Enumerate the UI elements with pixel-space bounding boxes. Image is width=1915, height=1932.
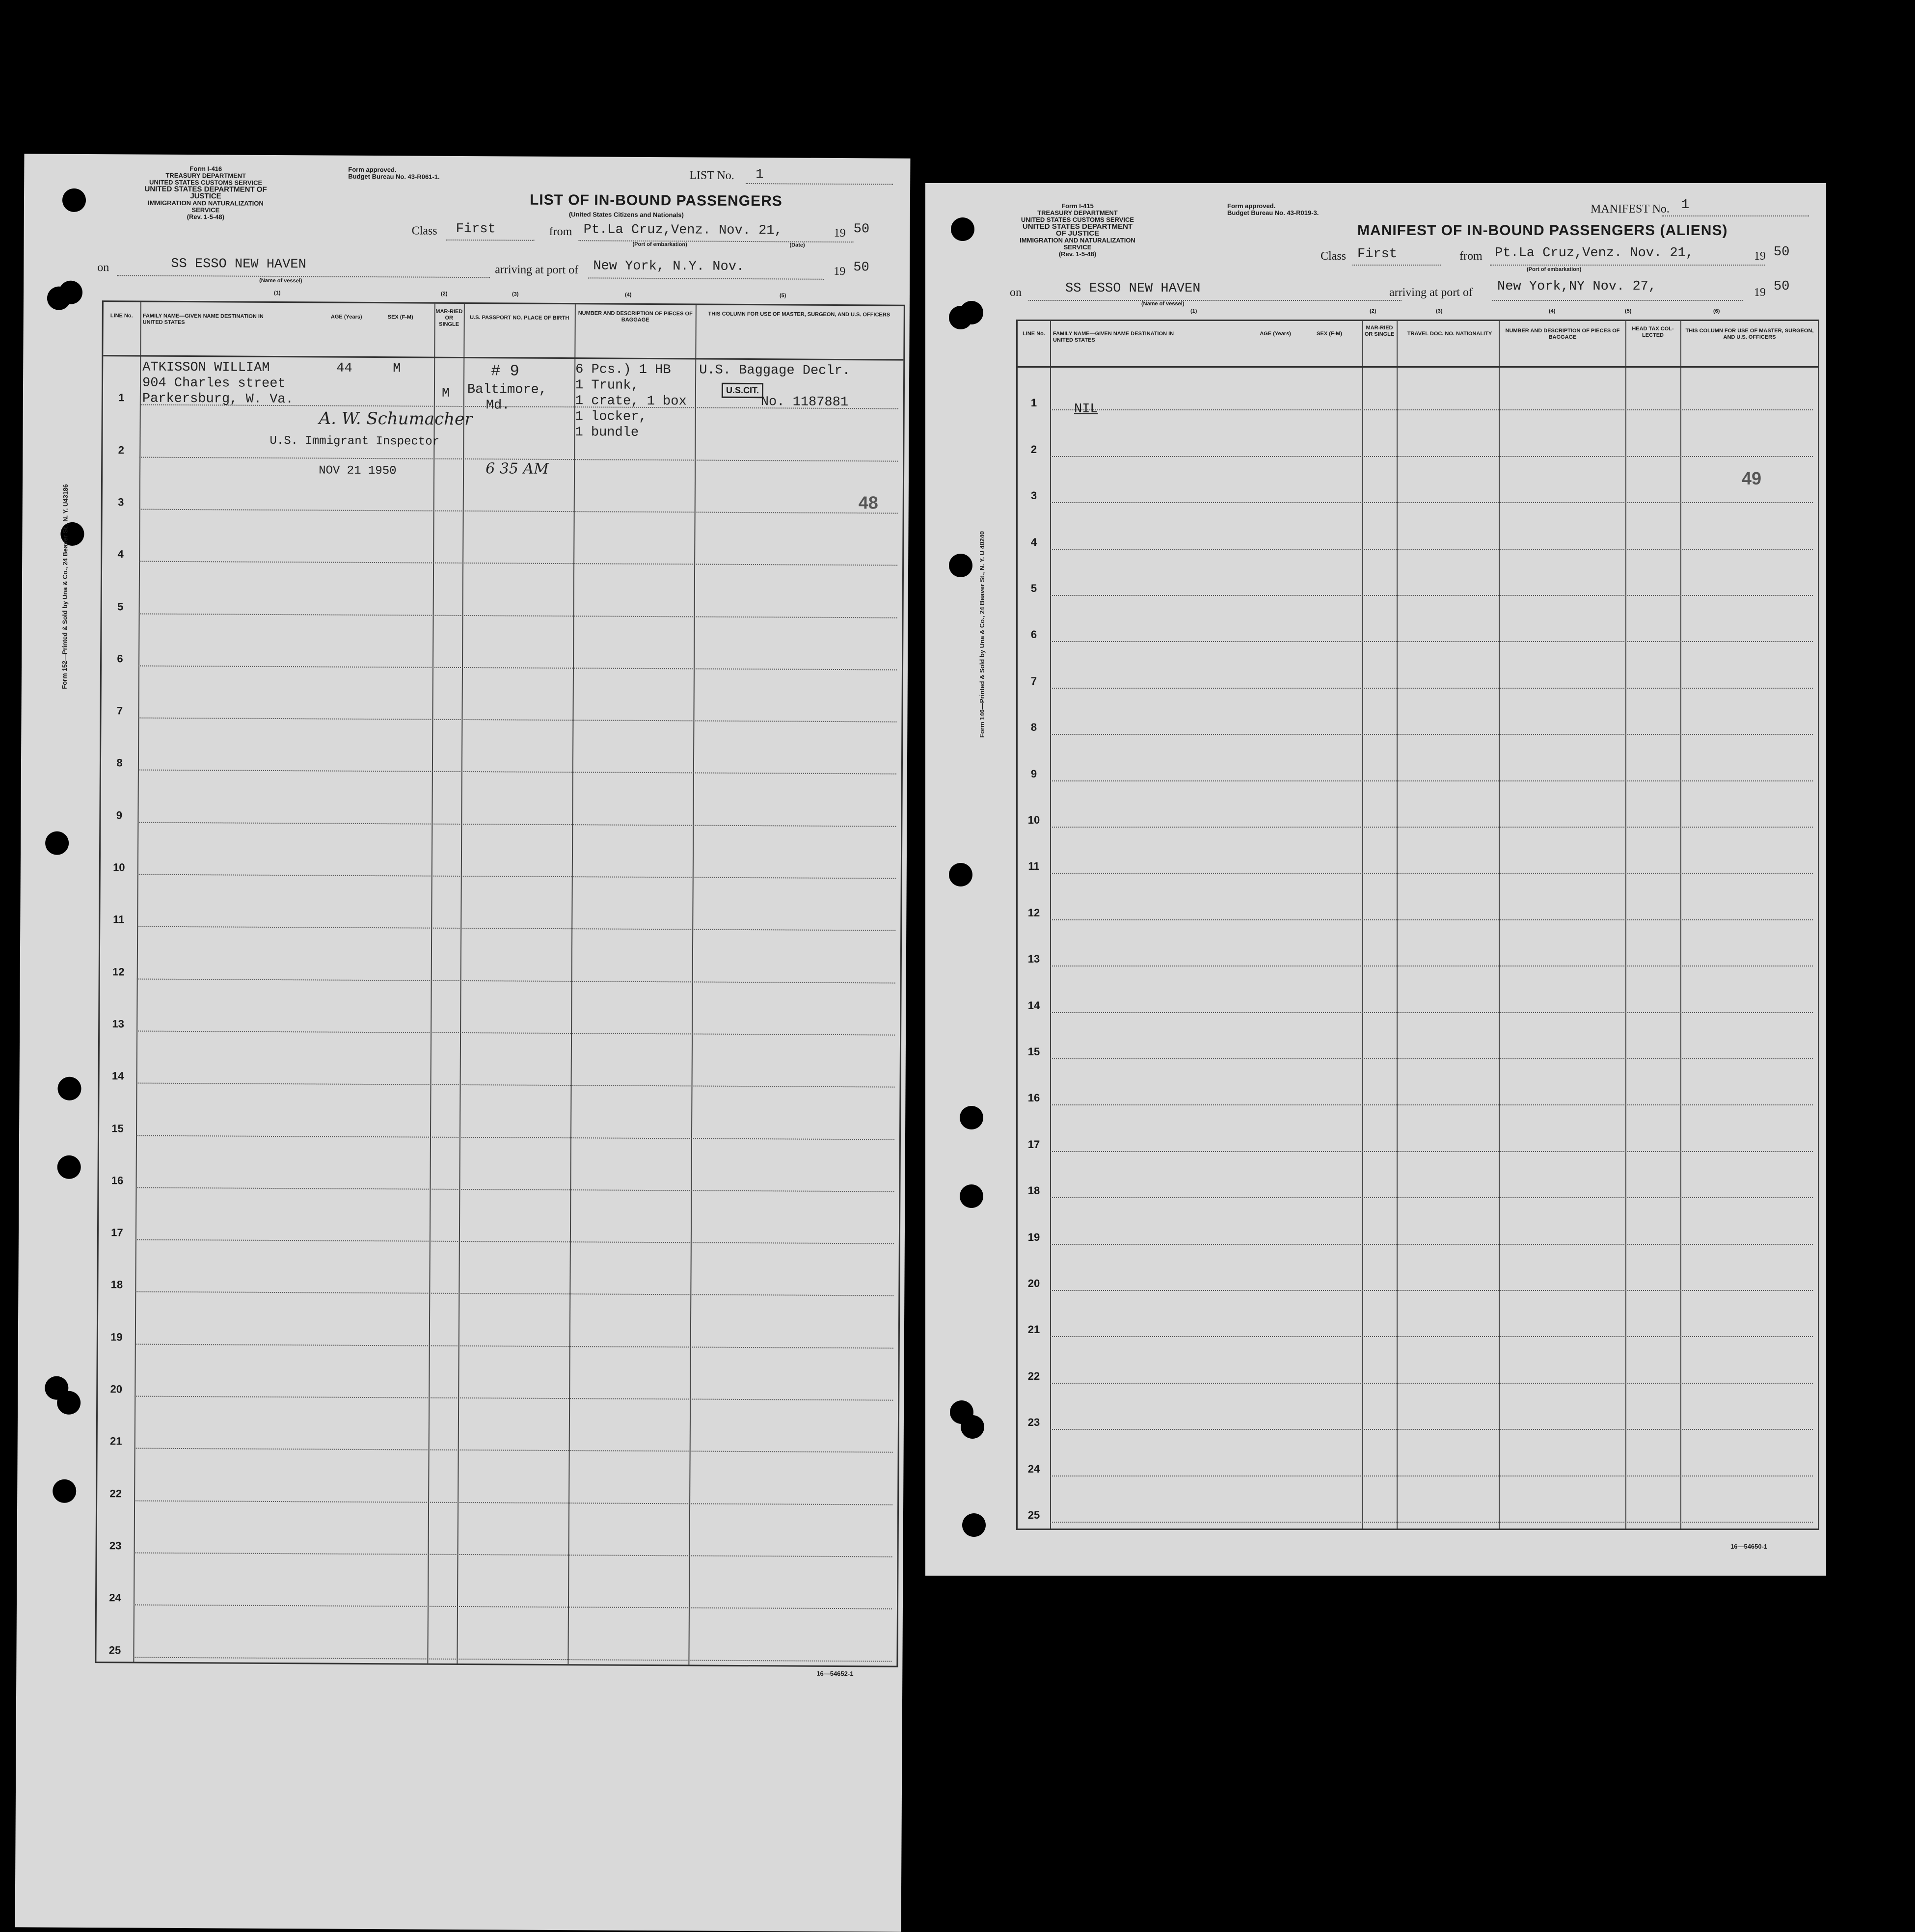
line-number: 3 (118, 496, 124, 509)
line-number: 6 (1030, 628, 1037, 641)
form-footer: 16—54650-1 (1730, 1543, 1768, 1550)
row-rule (1050, 1336, 1813, 1337)
line-number: 5 (117, 600, 124, 613)
line-number: 16 (111, 1174, 124, 1187)
binder-hole (960, 301, 983, 324)
row-rule (138, 718, 896, 723)
line-number: 17 (1027, 1138, 1040, 1151)
printer-note: Form 152—Printed & Sold by Una & Co., 24 Beaver St., N. Y. U43186 (60, 484, 69, 689)
row-rule (1050, 595, 1813, 596)
row-rule (1050, 780, 1813, 781)
form-number: Form I-415 (1061, 202, 1094, 210)
class-label: Class (411, 224, 437, 238)
binder-hole (960, 1106, 983, 1129)
form-heading (1019, 203, 1136, 258)
column-number: (4) (1549, 308, 1556, 314)
line-number: 14 (111, 1070, 124, 1082)
header-officers: THIS COLUMN FOR USE OF MASTER, SURGEON, AND U.S. OFFICERS (1685, 328, 1814, 340)
binder-hole (59, 281, 82, 304)
header-officers: THIS COLUMN FOR USE OF MASTER, SURGEON, AND U.S. OFFICERS (708, 311, 890, 318)
year-prefix: 19 (834, 265, 846, 278)
arrival-port: New York, N.Y. Nov. (593, 259, 745, 274)
line-number: 8 (1030, 721, 1037, 734)
row-rule (1050, 1197, 1813, 1198)
line-number: 12 (1027, 906, 1040, 919)
arrival-port: New York,NY Nov. 27, (1497, 279, 1657, 294)
row-rule (136, 1083, 895, 1088)
approval (348, 166, 476, 181)
row-rule (139, 509, 898, 513)
dotted-line (1352, 265, 1441, 266)
form-subtitle: (United States Citizens and Nationals) (568, 211, 684, 219)
form-number: Form I-416 (189, 165, 222, 173)
line-number: 24 (1027, 1462, 1040, 1475)
header-travel: TRAVEL DOC. NO. NATIONALITY (1407, 331, 1492, 337)
row-rule (1050, 1429, 1813, 1430)
approved-text: Form approved. (1227, 202, 1276, 210)
dept-name: TREASURY DEPARTMENT (1037, 209, 1118, 216)
row-rule (135, 1291, 893, 1296)
line-number: 25 (1027, 1509, 1040, 1521)
line-number: 4 (117, 548, 124, 561)
column-number: (2) (1370, 308, 1376, 314)
passport-number: # 9 (491, 362, 519, 380)
column-number: (2) (440, 291, 448, 297)
passenger-table (95, 300, 905, 1667)
header-name: FAMILY NAME—GIVEN NAME DESTINATION IN UNITED STATES (142, 313, 264, 326)
header-headtax: HEAD TAX COL-LECTED (1632, 326, 1674, 338)
date-caption: (Date) (789, 242, 805, 248)
passenger-age: 44 (336, 361, 352, 376)
row-rule (135, 1448, 893, 1453)
column-number: (3) (1436, 308, 1443, 314)
line-number: 12 (112, 965, 125, 978)
approved-text: Form approved. (348, 165, 397, 174)
row-rule (135, 1239, 894, 1244)
form-footer: 16—54652-1 (816, 1669, 854, 1678)
header-passport: U.S. PASSPORT NO. PLACE OF BIRTH (470, 315, 569, 322)
us-citizen-stamp: U.S.CIT. (722, 383, 763, 398)
binder-hole (960, 1184, 983, 1208)
justice-name: UNITED STATES DEPARTMENT OF JUSTICE (1022, 222, 1133, 238)
line-number: 7 (116, 704, 123, 717)
line-number: 22 (1027, 1369, 1040, 1382)
row-rule (135, 1187, 894, 1192)
class-value: First (1357, 247, 1398, 262)
dotted-line (1492, 300, 1743, 301)
row-rule (134, 1500, 892, 1505)
column-divider (688, 305, 697, 1664)
port-embarkation-caption: (Port of embarkation) (1527, 267, 1582, 272)
row-rule (1050, 919, 1813, 920)
customs-name: UNITED STATES CUSTOMS SERVICE (149, 178, 263, 187)
header-line: LINE No. (1023, 331, 1045, 337)
line-number: 11 (113, 913, 125, 926)
printer-note: Form 146—Printed & Sold by Una & Co., 24 Beaver St., N. Y. U 40240 (978, 531, 986, 738)
row-rule (1050, 502, 1813, 503)
row-rule (137, 978, 895, 983)
arrival-time: 6 35 AM (485, 460, 549, 478)
line-number: 16 (1027, 1092, 1040, 1104)
from-value: Pt.La Cruz,Venz. Nov. 21, (583, 222, 782, 239)
vessel-name: SS ESSO NEW HAVEN (171, 256, 306, 272)
column-number: (5) (779, 293, 786, 299)
dept-name: TREASURY DEPARTMENT (165, 171, 246, 180)
line-number: 9 (116, 808, 123, 822)
class-label: Class (1321, 250, 1347, 263)
ins-name: IMMIGRATION AND NATURALIZATION SERVICE (148, 199, 264, 214)
header-age: AGE (Years) (330, 314, 362, 320)
binder-hole (949, 554, 972, 577)
header-baggage: NUMBER AND DESCRIPTION OF PIECES OF BAGGAGE (1505, 328, 1620, 340)
year-value: 50 (853, 222, 870, 237)
row-rule (1050, 456, 1813, 457)
binder-hole (951, 217, 974, 241)
row-rule (1050, 1290, 1813, 1291)
budget-text: Budget Bureau No. 43-R061-1. (348, 172, 440, 181)
line-number: 17 (111, 1226, 123, 1239)
baggage-line: 1 bundle (575, 425, 639, 440)
dotted-line (1662, 215, 1809, 216)
line-number: 15 (1027, 1046, 1040, 1058)
nil-entry: NIL (1074, 402, 1098, 417)
form-title: MANIFEST OF IN-BOUND PASSENGERS (ALIENS) (1357, 222, 1728, 239)
year-prefix: 19 (1754, 286, 1766, 299)
row-rule (1050, 873, 1813, 874)
dotted-line (588, 277, 824, 280)
customs-name: UNITED STATES CUSTOMS SERVICE (1021, 216, 1134, 223)
header-sex: SEX (F-M) (387, 314, 413, 321)
year-prefix: 19 (1754, 250, 1766, 263)
ins-name: IMMIGRATION AND NATURALIZATION SERVICE (1020, 237, 1135, 251)
line-number: 7 (1030, 674, 1037, 687)
column-divider (427, 304, 435, 1664)
year-value: 50 (1774, 279, 1790, 294)
dotted-line (446, 240, 535, 241)
binder-hole (961, 1415, 984, 1439)
row-rule (138, 770, 896, 775)
line-number: 19 (110, 1330, 123, 1343)
binder-hole (57, 1391, 81, 1415)
line-number: 22 (109, 1487, 122, 1500)
row-rule (1050, 549, 1813, 550)
line-number: 4 (1030, 536, 1037, 548)
header-age: AGE (Years) (1260, 331, 1291, 337)
line-number: 9 (1030, 767, 1037, 780)
line-number: 23 (1027, 1416, 1040, 1429)
column-divider (567, 304, 576, 1664)
line-number: 3 (1030, 489, 1037, 502)
line-number: 13 (112, 1018, 124, 1030)
binder-hole (57, 1077, 81, 1100)
line-number: 8 (116, 756, 123, 769)
year-value: 50 (853, 260, 869, 275)
passenger-list-citizens (15, 154, 911, 1932)
column-number: (3) (512, 291, 519, 297)
port-embarkation-caption: (Port of embarkation) (632, 241, 687, 248)
row-rule (133, 1657, 891, 1662)
manifest-no-label: MANIFEST No. (1591, 203, 1670, 215)
row-rule (1050, 1244, 1813, 1245)
binder-hole (53, 1479, 76, 1503)
dotted-line (1028, 300, 1402, 301)
line-number: 24 (109, 1591, 121, 1604)
line-number: 11 (1028, 860, 1040, 873)
declaration-number: No. 1187881 (760, 395, 849, 410)
row-rule (1050, 409, 1813, 410)
line-number: 25 (108, 1643, 121, 1656)
row-rule (139, 613, 897, 618)
year-value: 50 (1774, 245, 1790, 260)
column-number: (4) (624, 292, 632, 298)
line-number: 19 (1027, 1231, 1040, 1243)
line-number: 18 (1027, 1184, 1040, 1197)
from-label: from (549, 225, 572, 239)
dotted-line (1490, 265, 1765, 266)
row-rule (135, 1343, 893, 1348)
row-rule (137, 822, 896, 827)
row-rule (136, 1135, 894, 1140)
row-rule (1050, 688, 1813, 689)
binder-hole (949, 863, 972, 886)
justice-name: UNITED STATES DEPARTMENT OF JUSTICE (144, 185, 267, 201)
header-married: MAR-RIED OR SINGLE (1364, 325, 1395, 337)
passenger-married: M (441, 386, 450, 401)
column-number: (6) (1713, 308, 1720, 314)
line-number: 15 (111, 1122, 124, 1134)
binder-hole (57, 1155, 81, 1179)
binder-hole (62, 188, 86, 212)
vessel-name: SS ESSO NEW HAVEN (1065, 281, 1201, 296)
line-number: 14 (1027, 999, 1040, 1012)
baggage-line: 1 locker, (575, 409, 647, 425)
header-name: FAMILY NAME—GIVEN NAME DESTINATION IN UNITED STATES (1053, 331, 1174, 343)
from-label: from (1459, 250, 1483, 263)
column-number: (1) (1190, 308, 1197, 314)
line-number: 5 (1030, 582, 1037, 594)
dotted-line (117, 275, 490, 278)
manifest-no-value: 1 (1681, 198, 1690, 213)
manifest-table (1016, 320, 1819, 1530)
line-number: 20 (1027, 1277, 1040, 1289)
row-rule (137, 926, 895, 931)
passenger-sex: M (393, 361, 401, 376)
approval (1227, 203, 1355, 216)
birth-state: Md. (485, 398, 510, 413)
dotted-line (579, 240, 854, 242)
line-number: 6 (117, 652, 123, 665)
budget-text: Budget Bureau No. 43-R019-3. (1227, 209, 1319, 216)
header-sex: SEX (F-M) (1317, 331, 1342, 337)
page-number: 49 (1742, 468, 1762, 488)
line-number: 1 (1030, 397, 1037, 409)
baggage-line: 6 Pcs.) 1 HB (575, 362, 671, 378)
inspector-title: U.S. Immigrant Inspector (270, 434, 440, 449)
line-number: 13 (1027, 953, 1040, 966)
baggage-line: 1 Trunk, (575, 378, 639, 393)
row-rule (134, 1552, 892, 1557)
row-rule (135, 1396, 893, 1401)
list-no-value: 1 (755, 167, 764, 183)
line-number: 20 (110, 1383, 123, 1395)
form-title: LIST OF IN-BOUND PASSENGERS (529, 191, 782, 210)
header-married: MAR-RIED OR SINGLE (435, 308, 463, 327)
row-rule (134, 1605, 892, 1610)
line-number: 21 (109, 1435, 122, 1448)
row-rule (1050, 827, 1813, 828)
column-number: (5) (1625, 308, 1632, 314)
line-number: 23 (109, 1539, 122, 1552)
baggage-declaration: U.S. Baggage Declr. (699, 363, 851, 379)
vessel-caption: (Name of vessel) (259, 277, 302, 284)
arriving-label: arriving at port of (1389, 286, 1473, 299)
passenger-city: Parkersburg, W. Va. (142, 391, 294, 407)
inspection-date: NOV 21 1950 (319, 464, 397, 478)
column-divider (457, 304, 465, 1664)
row-rule (139, 561, 897, 566)
revision: (Rev. 1-5-48) (187, 213, 225, 221)
line-number: 10 (113, 861, 125, 874)
year-prefix: 19 (834, 226, 846, 240)
row-rule (1050, 734, 1813, 735)
row-rule (1050, 1012, 1813, 1013)
baggage-line: 1 crate, 1 box (575, 394, 687, 409)
header-line: LINE No. (110, 313, 133, 319)
line-number: 2 (118, 443, 125, 456)
header-rule (1018, 366, 1818, 368)
row-rule (136, 1030, 895, 1035)
row-rule (138, 665, 897, 670)
line-number: 2 (1030, 443, 1037, 456)
dotted-line (746, 183, 893, 185)
binder-hole (45, 832, 69, 855)
vessel-caption: (Name of vessel) (1141, 301, 1185, 307)
form-heading (142, 165, 270, 221)
binder-hole (962, 1513, 986, 1537)
header-baggage: NUMBER AND DESCRIPTION OF PIECES OF BAGGAGE (578, 310, 693, 323)
row-rule (137, 874, 896, 879)
arriving-label: arriving at port of (495, 263, 579, 277)
birth-place: Baltimore, (467, 382, 547, 398)
row-rule (1050, 1151, 1813, 1152)
revision: (Rev. 1-5-48) (1058, 250, 1097, 258)
page-number: 48 (858, 492, 878, 513)
row-rule (1050, 1058, 1813, 1059)
column-number: (1) (273, 290, 281, 296)
line-number: 18 (110, 1278, 123, 1291)
header-rule (103, 355, 903, 361)
passenger-name: ATKISSON WILLIAM (142, 360, 270, 376)
from-value: Pt.La Cruz,Venz. Nov. 21, (1495, 246, 1694, 261)
line-number: 1 (118, 391, 125, 404)
on-label: on (1010, 286, 1022, 299)
line-number: 10 (1027, 814, 1040, 826)
passenger-manifest-aliens (925, 183, 1826, 1576)
class-value: First (456, 221, 496, 237)
row-rule (1050, 1383, 1813, 1384)
passenger-address: 904 Charles street (142, 376, 286, 392)
row-rule (1050, 1522, 1813, 1523)
row-rule (1050, 1104, 1813, 1105)
on-label: on (97, 261, 109, 274)
row-rule (1050, 641, 1813, 642)
line-number: 21 (1027, 1323, 1040, 1336)
list-no-label: LIST No. (689, 169, 734, 182)
inspector-signature: A. W. Schumacher (319, 408, 473, 429)
